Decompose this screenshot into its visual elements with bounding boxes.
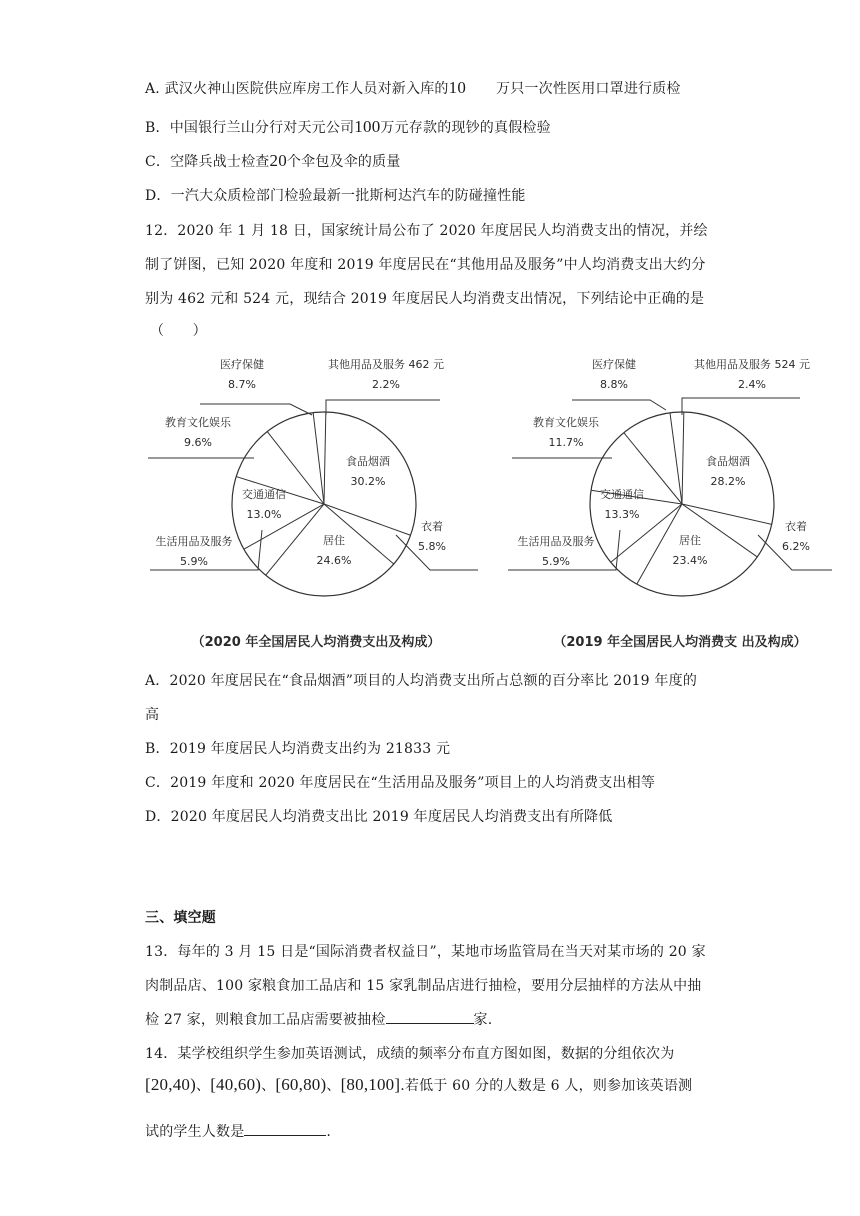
q12-option-a-line2: 高 xyxy=(145,707,160,723)
pie-slice-label: 医疗保健 xyxy=(592,358,636,371)
pie-slice-value: 5.9% xyxy=(542,555,570,568)
pie-slice-label: 食品烟酒 xyxy=(346,455,390,468)
q11-option-c xyxy=(145,151,401,171)
pie-leader-line xyxy=(200,404,312,415)
pie-slice-value: 13.0% xyxy=(246,508,282,521)
q12-option-c: C．2019 年度和 2020 年度居民在“生活用品及服务”项目上的人均消费支出相等 xyxy=(145,775,656,791)
q12-option-d: D．2020 年度居民人均消费支出比 2019 年度居民人均消费支出有所降低 xyxy=(145,809,613,825)
q12-answer-paren: （ ） xyxy=(150,323,207,339)
q14-sep: 、 xyxy=(326,1078,341,1094)
q14-line3-suffix: . xyxy=(326,1124,332,1140)
pie-slice-value: 13.3% xyxy=(604,508,640,521)
pie-slice-label: 其他用品及服务 524 元 xyxy=(694,358,810,371)
pie-slice-value: 24.6% xyxy=(316,554,352,567)
pie-slice-label: 其他用品及服务 462 元 xyxy=(328,358,444,371)
pie-leader-line xyxy=(682,398,800,415)
q11-option-c-number: 20 xyxy=(269,151,287,170)
pie-slice-value: 2.2% xyxy=(372,378,400,391)
pie-slice-value: 5.8% xyxy=(418,540,446,553)
pie-chart-caption: （2019 年全国居民人均消费支 出及构成） xyxy=(553,635,807,650)
pie-slice-value: 23.4% xyxy=(672,554,708,567)
pie-slice-value: 11.7% xyxy=(548,436,584,449)
q14-sep: 、 xyxy=(195,1078,211,1094)
q11-option-a-number: 10 xyxy=(448,78,467,97)
pie-slice-label: 居住 xyxy=(323,534,345,547)
pie-leader-line xyxy=(572,400,666,410)
q11-option-b-text: B．中国银行兰山分行对天元公司 xyxy=(145,120,355,136)
pie-leader-line xyxy=(326,400,440,415)
pie-slice-value: 2.4% xyxy=(738,378,766,391)
q13-line3-text: 检 27 家，则粮食加工品店需要被抽检 xyxy=(145,1012,386,1028)
pie-chart-caption: （2020 年全国居民人均消费支出及构成） xyxy=(191,635,441,650)
pie-slice-label: 教育文化娱乐 xyxy=(165,416,231,429)
q14-interval-1: [20,40) xyxy=(145,1075,196,1094)
q14-line2-text: .若低于 60 分的人数是 6 人，则参加该英语测 xyxy=(400,1078,693,1094)
q14-interval-4: [80,100] xyxy=(340,1075,401,1094)
q11-option-a xyxy=(145,78,681,98)
pie-slice-label: 交通通信 xyxy=(242,488,286,501)
q14-interval-2: [40,60) xyxy=(210,1075,262,1094)
q12-option-b: B．2019 年度居民人均消费支出约为 21833 元 xyxy=(145,741,451,757)
pie-slice-label: 衣着 xyxy=(421,520,443,533)
pie-slice-label: 居住 xyxy=(679,534,701,547)
pie-slice-label: 食品烟酒 xyxy=(706,455,750,468)
pie-slice-value: 6.2% xyxy=(782,540,810,553)
pie-slice-value: 28.2% xyxy=(710,475,746,488)
q12-stem-line2: 制了饼图，已知 2020 年度和 2019 年度居民在“其他用品及服务”中人均消费支出大约分 xyxy=(145,257,706,273)
q11-option-c-text2: 个伞包及伞的质量 xyxy=(286,154,401,170)
q11-option-d: D．一汽大众质检部门检验最新一批斯柯达汽车的防碰撞性能 xyxy=(145,188,526,204)
q13-answer-blank[interactable] xyxy=(386,1022,474,1024)
q14-line2 xyxy=(145,1075,692,1095)
q14-answer-blank[interactable] xyxy=(244,1134,326,1136)
q14-line1: 14．某学校组织学生参加英语测试，成绩的频率分布直方图如图，数据的分组依次为 xyxy=(145,1046,675,1062)
pie-slice-value: 8.8% xyxy=(600,378,628,391)
q11-option-b-text2: 万元存款的现钞的真假检验 xyxy=(380,120,551,136)
q13-line1: 13．每年的 3 月 15 日是“国际消费者权益日”，某地市场监管局在当天对某市场的 20 家 xyxy=(145,944,706,960)
q13-line2: 肉制品店、100 家粮食加工品店和 15 家乳制品店进行抽检，要用分层抽样的方法从中抽 xyxy=(145,978,702,994)
pie-slice-value: 5.9% xyxy=(180,555,208,568)
q12-stem-line3: 别为 462 元和 524 元，现结合 2019 年度居民人均消费支出情况，下列结论中正确的是 xyxy=(145,291,705,307)
q13-line3 xyxy=(145,1009,492,1029)
q14-sep: 、 xyxy=(261,1078,276,1094)
pie-slice-label: 教育文化娱乐 xyxy=(533,416,599,429)
q11-option-c-text: C．空降兵战士检查 xyxy=(145,154,270,170)
q14-line3-text: 试的学生人数是 xyxy=(145,1124,245,1140)
q13-line3-suffix: 家. xyxy=(473,1012,493,1028)
pie-slice-label: 生活用品及服务 xyxy=(517,535,595,548)
q11-option-b xyxy=(145,117,551,137)
pie-slice-label: 医疗保健 xyxy=(220,358,264,371)
pie-slice-label: 交通通信 xyxy=(600,488,644,501)
q14-line3 xyxy=(145,1121,331,1141)
q11-option-b-number: 100 xyxy=(354,117,381,136)
q14-interval-3: [60,80) xyxy=(275,1075,327,1094)
q12-stem-line1: 12．2020 年 1 月 18 日，国家统计局公布了 2020 年度居民人均消费支出的情况，并绘 xyxy=(145,223,708,239)
pie-charts xyxy=(0,340,860,660)
q11-option-a-text: A. 武汉火神山医院供应库房工作人员对新入库的 xyxy=(145,81,449,97)
pie-slice-label: 衣着 xyxy=(785,520,807,533)
q11-option-a-text2: 万只一次性医用口罩进行质检 xyxy=(496,81,681,97)
pie-slice-value: 30.2% xyxy=(350,475,386,488)
pie-slice-value: 9.6% xyxy=(184,436,212,449)
pie-slice-value: 8.7% xyxy=(228,378,256,391)
pie-slice-label: 生活用品及服务 xyxy=(155,535,233,548)
q12-option-a-line1: A．2020 年度居民在“食品烟酒”项目的人均消费支出所占总额的百分率比 2019 年度的 xyxy=(145,673,698,689)
section-title: 三、填空题 xyxy=(145,910,216,926)
